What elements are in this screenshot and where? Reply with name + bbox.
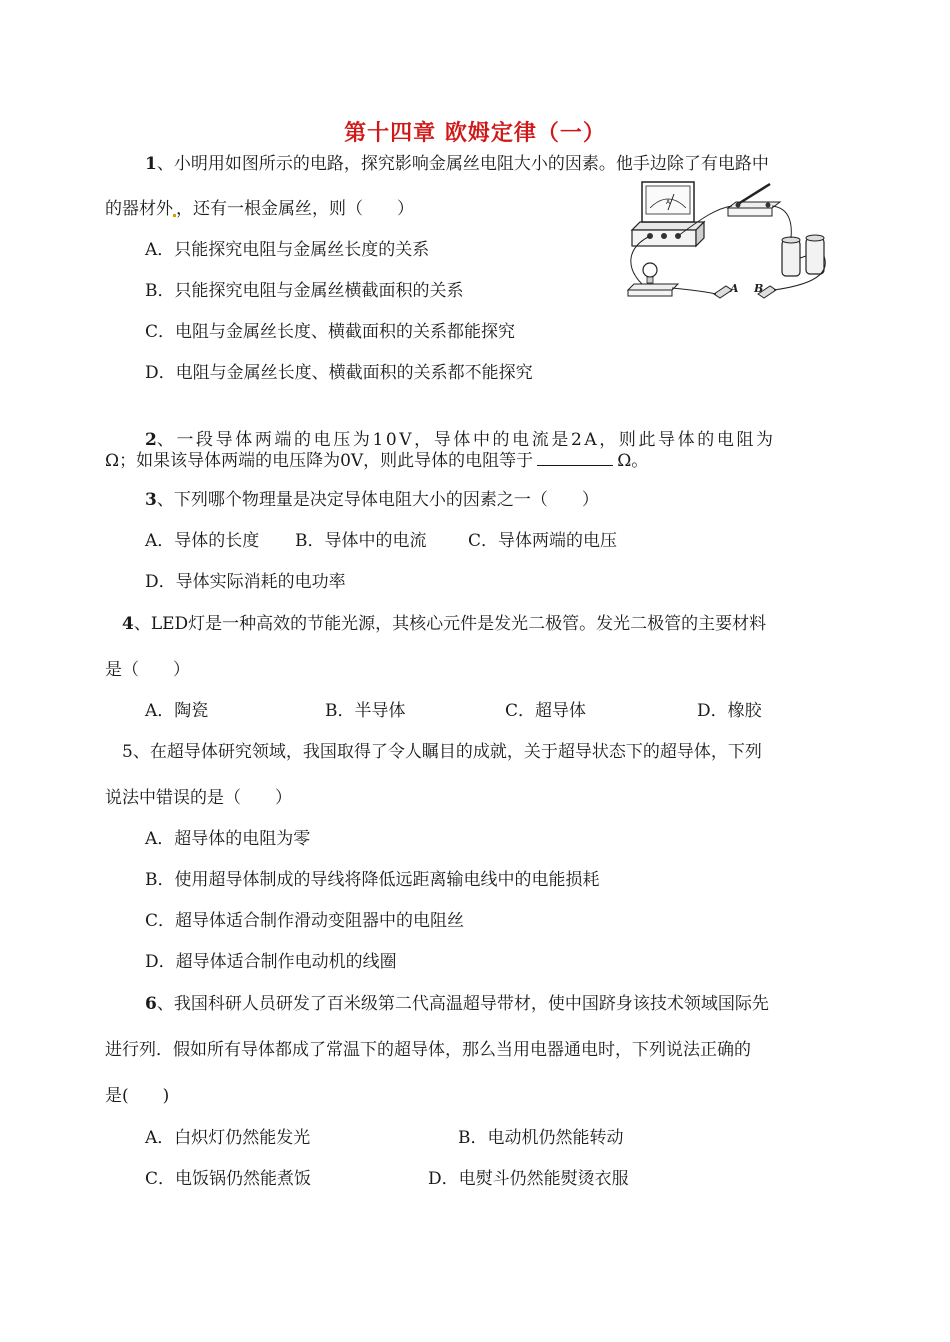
question-4-line-1: [122, 612, 766, 636]
question-6-line-3: 是( ): [105, 1086, 170, 1106]
question-5-line-2: 说法中错误的是（ ）: [105, 788, 292, 808]
question-6-line-1: [145, 992, 769, 1016]
circuit-figure: [622, 178, 850, 310]
question-text: 、小明用如图所示的电路，探究影响金属丝电阻大小的因素。他手边除了有电路中: [156, 154, 769, 174]
question-text: Ω；如果该导体两端的电压降为0V，则此导体的电阻等于: [105, 451, 534, 471]
clip-label-a: A: [730, 282, 739, 295]
question-number: 1: [145, 154, 157, 174]
question-5-line-1: 5、在超导体研究领域，我国取得了令人瞩目的成就，关于超导状态下的超导体，下列: [122, 742, 762, 762]
question-3-line-1: [145, 488, 599, 512]
option-d: D．橡胶: [697, 701, 762, 721]
svg-text:A: A: [666, 199, 671, 206]
option-d: D．超导体适合制作电动机的线圈: [145, 952, 397, 972]
lamp-icon: [628, 263, 678, 296]
clip-label-b: B: [754, 282, 764, 295]
option-d: D．导体实际消耗的电功率: [145, 572, 346, 592]
clip-icon: [714, 286, 776, 298]
question-text: Ω。: [617, 451, 649, 471]
page-title: 第十四章 欧姆定律（一）: [344, 121, 606, 146]
option-c: C．导体两端的电压: [468, 531, 618, 551]
battery-icon: [782, 235, 824, 276]
question-text: 的器材外: [105, 199, 173, 219]
ammeter-icon: [632, 182, 704, 246]
option-b: B．半导体: [325, 701, 406, 721]
option-a: A．超导体的电阻为零: [145, 829, 311, 849]
question-number: 2: [145, 430, 157, 450]
option-b: B．导体中的电流: [295, 531, 427, 551]
switch-icon: [728, 184, 780, 216]
question-text: 、一段导体两端的电压为10V，导体中的电流是2A，则此导体的电阻为: [156, 430, 776, 450]
option-b: B．只能探究电阻与金属丝横截面积的关系: [145, 281, 464, 301]
question-6-line-2: 进行列．假如所有导体都成了常温下的超导体，那么当用电器通电时，下列说法正确的: [105, 1040, 751, 1060]
question-number: 3: [145, 490, 157, 510]
option-b: B．电动机仍然能转动: [458, 1128, 624, 1148]
question-number: 6: [145, 994, 157, 1014]
answer-blank[interactable]: [537, 447, 613, 466]
option-d: D．电阻与金属丝长度、横截面积的关系都不能探究: [145, 363, 533, 383]
option-a: A．陶瓷: [145, 701, 209, 721]
question-text: ，还有一根金属丝，则（ ）: [176, 199, 414, 219]
question-text: 、LED灯是一种高效的节能光源，其核心元件是发光二极管。发光二极管的主要材料: [133, 614, 767, 634]
question-4-line-2: 是（ ）: [105, 660, 190, 680]
question-1-line-1: [145, 152, 769, 176]
option-a: A．只能探究电阻与金属丝长度的关系: [145, 240, 430, 260]
option-c: C．电饭锅仍然能煮饭: [145, 1169, 312, 1189]
question-1-line-2: [105, 197, 414, 221]
option-a: A．导体的长度: [145, 531, 260, 551]
question-text: 、下列哪个物理量是决定导体电阻大小的因素之一（ ）: [156, 490, 599, 510]
option-c: C．超导体: [505, 701, 587, 721]
option-c: C．超导体适合制作滑动变阻器中的电阻丝: [145, 911, 465, 931]
option-a: A．白炽灯仍然能发光: [145, 1128, 311, 1148]
option-b: B．使用超导体制成的导线将降低远距离输电线中的电能损耗: [145, 870, 600, 890]
question-2-line-2: [105, 447, 648, 473]
question-number: 4: [122, 614, 134, 634]
option-d: D．电熨斗仍然能熨烫衣服: [428, 1169, 629, 1189]
question-text: 、我国科研人员研发了百米级第二代高温超导带材，使中国跻身该技术领域国际先: [156, 994, 769, 1014]
option-c: C．电阻与金属丝长度、横截面积的关系都能探究: [145, 322, 516, 342]
